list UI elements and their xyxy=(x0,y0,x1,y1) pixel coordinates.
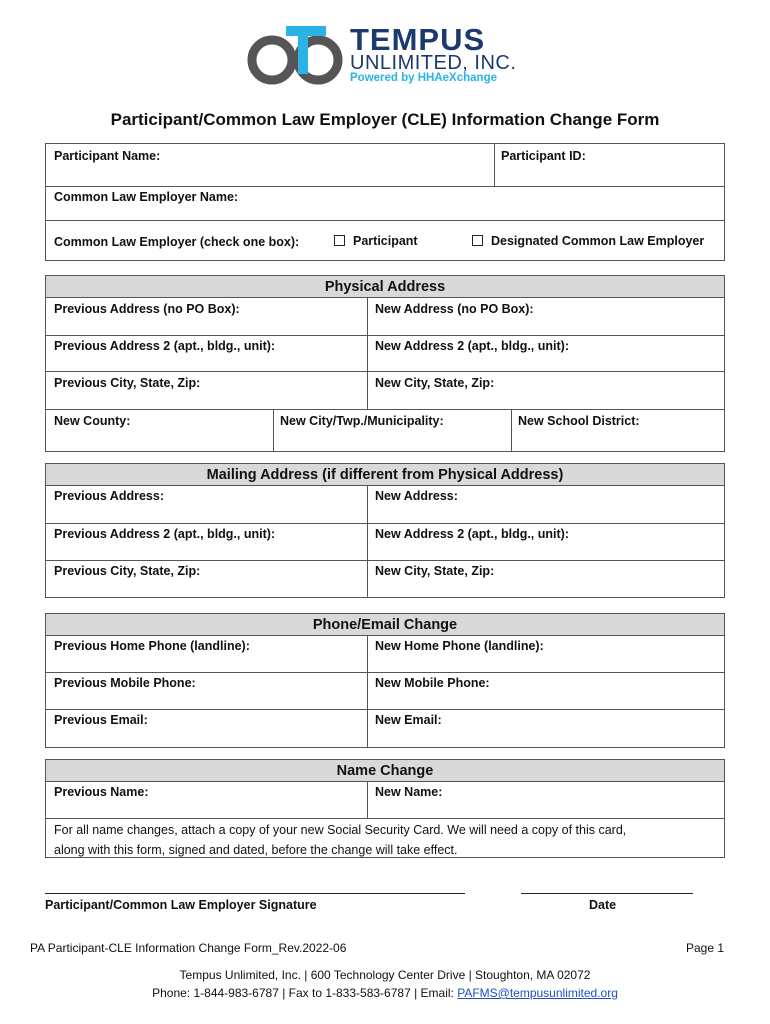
footer-contact xyxy=(0,986,770,1000)
physical-new-city-label: New City, State, Zip: xyxy=(375,376,495,390)
participant-name-label: Participant Name: xyxy=(54,149,161,163)
footer-contact-prefix: Phone: 1-844-983-6787 | Fax to 1-833-583-6787 | Email: xyxy=(152,986,458,1000)
date-line[interactable] xyxy=(521,893,693,894)
phone-email-header: Phone/Email Change xyxy=(45,613,725,636)
mailing-prev-address2-label: Previous Address 2 (apt., bldg., unit): xyxy=(54,527,276,541)
physical-new-municipality-label: New City/Twp./Municipality: xyxy=(280,414,444,428)
prev-home-phone-label: Previous Home Phone (landline): xyxy=(54,639,250,653)
signature-label: Participant/Common Law Employer Signature xyxy=(45,898,317,912)
new-email-label: New Email: xyxy=(375,713,442,727)
mailing-prev-city-label: Previous City, State, Zip: xyxy=(54,564,201,578)
page-number: Page 1 xyxy=(686,941,725,955)
option-designated[interactable] xyxy=(472,234,704,248)
cle-check-label: Common Law Employer (check one box): xyxy=(54,235,300,249)
physical-address-header: Physical Address xyxy=(45,275,725,298)
logo-tagline: Powered by HHAeXchange xyxy=(350,72,497,84)
mailing-address-box xyxy=(45,485,725,598)
physical-new-county-label: New County: xyxy=(54,414,131,428)
date-label: Date xyxy=(589,898,617,912)
prev-email-label: Previous Email: xyxy=(54,713,148,727)
physical-new-address-label: New Address (no PO Box): xyxy=(375,302,534,316)
physical-prev-city-label: Previous City, State, Zip: xyxy=(54,376,201,390)
logo-brand: TEMPUS xyxy=(350,22,486,57)
new-mobile-label: New Mobile Phone: xyxy=(375,676,490,690)
prev-name-label: Previous Name: xyxy=(54,785,149,799)
option-participant-label: Participant xyxy=(353,234,418,248)
physical-new-address2-label: New Address 2 (apt., bldg., unit): xyxy=(375,339,569,353)
new-home-phone-label: New Home Phone (landline): xyxy=(375,639,544,653)
new-name-label: New Name: xyxy=(375,785,443,799)
prev-mobile-label: Previous Mobile Phone: xyxy=(54,676,196,690)
name-change-note xyxy=(54,820,626,860)
participant-info-box xyxy=(45,143,725,261)
mailing-new-address-label: New Address: xyxy=(375,489,458,503)
footer-address: Tempus Unlimited, Inc. | 600 Technology Center Drive | Stoughton, MA 02072 xyxy=(179,968,591,982)
mailing-prev-address-label: Previous Address: xyxy=(54,489,164,503)
phone-email-box xyxy=(45,635,725,748)
mailing-address-header: Mailing Address (if different from Physical Address) xyxy=(45,463,725,486)
logo-sub: UNLIMITED, INC. xyxy=(350,52,517,74)
option-participant[interactable] xyxy=(334,234,418,248)
checkbox-participant[interactable] xyxy=(334,235,345,246)
tempus-logo xyxy=(246,24,526,88)
checkbox-designated[interactable] xyxy=(472,235,483,246)
footer-email-link[interactable]: PAFMS@tempusunlimited.org xyxy=(457,986,618,1000)
signature-line[interactable] xyxy=(45,893,465,894)
name-change-box xyxy=(45,781,725,858)
physical-prev-address2-label: Previous Address 2 (apt., bldg., unit): xyxy=(54,339,276,353)
physical-new-school-label: New School District: xyxy=(518,414,640,428)
mailing-new-address2-label: New Address 2 (apt., bldg., unit): xyxy=(375,527,569,541)
option-designated-label: Designated Common Law Employer xyxy=(491,234,705,248)
cle-name-label: Common Law Employer Name: xyxy=(54,190,239,204)
physical-address-box xyxy=(45,297,725,452)
physical-prev-address-label: Previous Address (no PO Box): xyxy=(54,302,240,316)
page-title: Participant/Common Law Employer (CLE) Information Change Form xyxy=(110,110,660,129)
name-change-note-line2: along with this form, signed and dated, before the change will take effect. xyxy=(54,843,458,857)
name-change-header: Name Change xyxy=(45,759,725,782)
mailing-new-city-label: New City, State, Zip: xyxy=(375,564,495,578)
form-id: PA Participant-CLE Information Change Form_Rev.2022-06 xyxy=(30,941,347,955)
participant-id-label: Participant ID: xyxy=(501,149,586,163)
name-change-note-line1: For all name changes, attach a copy of your new Social Security Card. We will need a copy of this card, xyxy=(54,823,627,837)
